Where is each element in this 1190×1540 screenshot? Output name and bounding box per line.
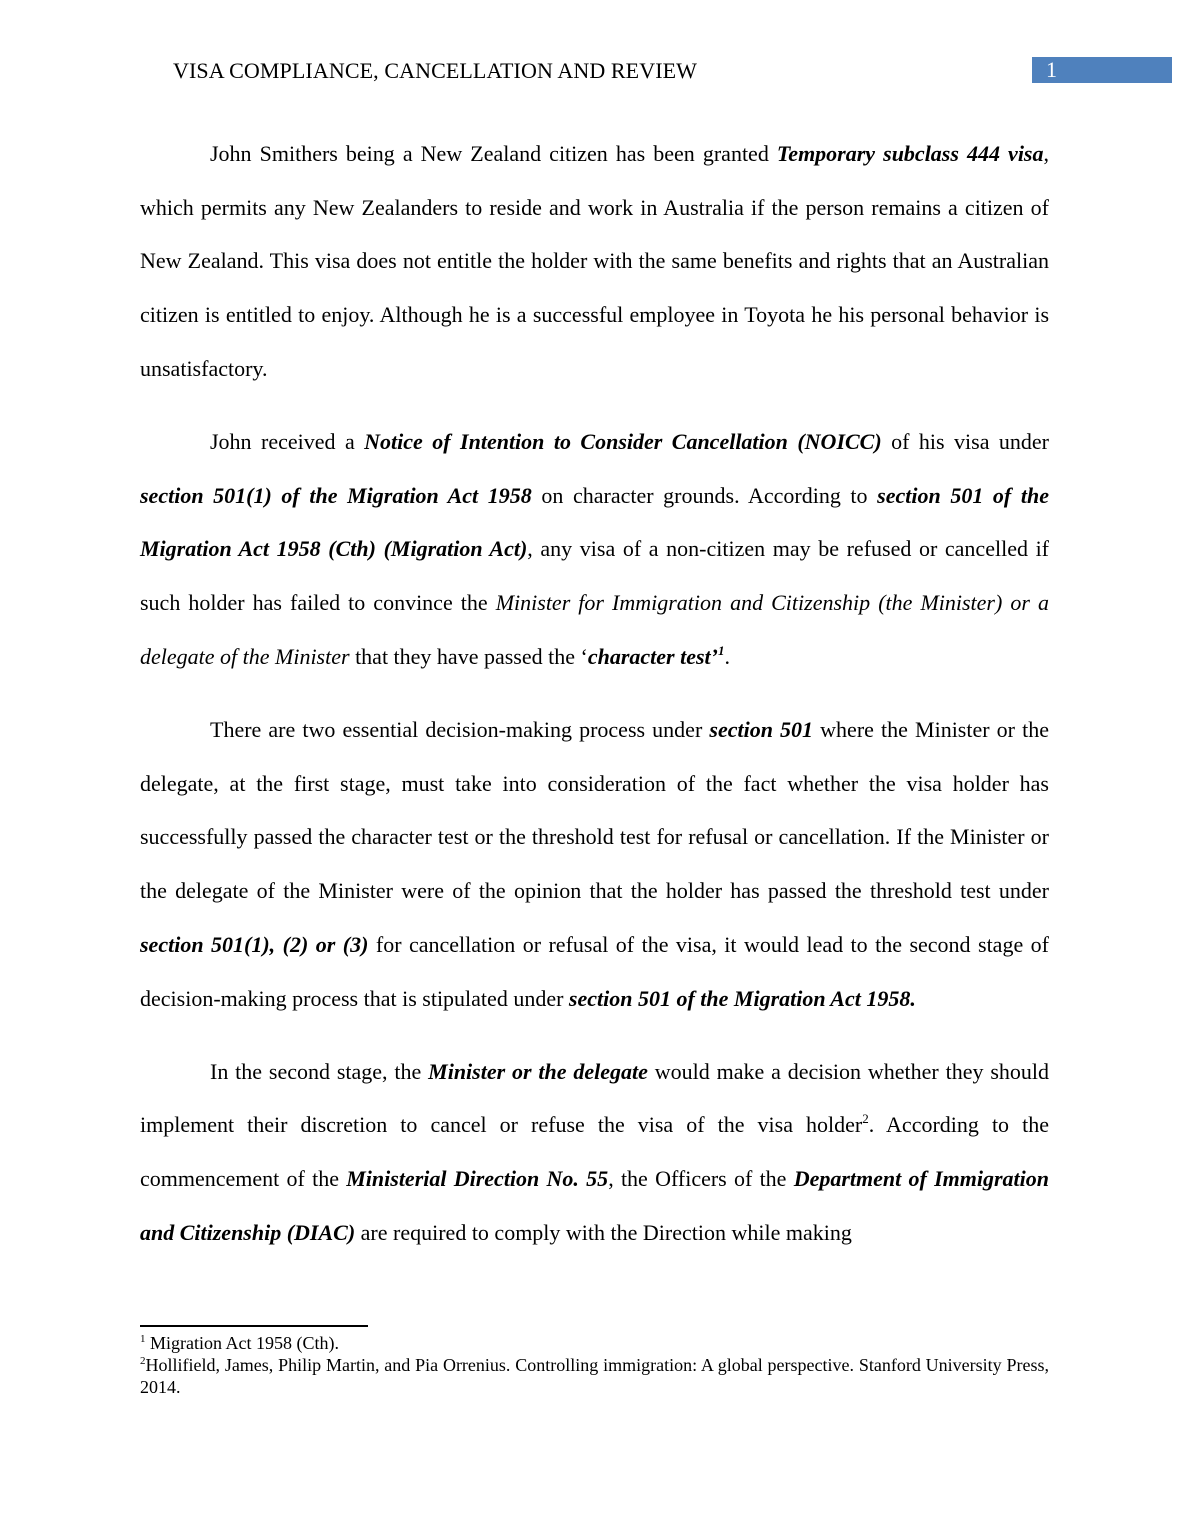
text-run: would make a decision whether they should implement their discretion to cancel or refuse the visa of the visa holder (140, 1058, 1050, 1138)
running-header-title: VISA COMPLIANCE, CANCELLATION AND REVIEW (173, 58, 698, 83)
body-paragraph (140, 127, 1049, 396)
emphasized-text: character test’ (587, 643, 718, 669)
footnote-marker: 2 (140, 1355, 146, 1367)
italic-text: Minister for Immigration and Citizenship (the Minister) or a delegate of the Minister (140, 590, 1049, 669)
text-run: . According to the commencement of the (140, 1112, 1049, 1192)
text-run: that they have passed the ‘ (349, 643, 588, 669)
text-run: There are two essential decision-making process under (210, 717, 710, 743)
text-run: , any visa of a non-citizen may be refused or cancelled if such holder has failed to convince the (140, 536, 1050, 616)
text-run: John Smithers being a New Zealand citizen has been granted (210, 141, 777, 166)
footnote-separator (140, 1325, 368, 1327)
text-run: , which permits any New Zealanders to reside and work in Australia if the person remains a citizen of New Zealand. This visa does not entitle the holder with the same benefits and rights that an Australian citizen is entitled to enjoy. Although he is a successful employee in Toyota he his personal behavior is unsatisfactory. (140, 141, 1049, 381)
footnote-marker: 1 (140, 1333, 146, 1345)
emphasized-text: section 501 of the Migration Act 1958 (Cth) (Migration Act) (140, 482, 1049, 562)
footnotes (140, 1332, 1049, 1398)
text-run: for cancellation or refusal of the visa, it would lead to the second stage of decision-making process that is stipulated under (140, 931, 1049, 1011)
text-run: where the Minister or the delegate, at the first stage, must take into consideration of the fact whether the visa holder has successfully passed the character test or the threshold test for refusal or cancellation. If the Minister or the delegate of the Minister were of the opinion that the holder has passed the threshold test under (140, 717, 1049, 904)
document-body (140, 127, 1049, 1279)
page-number: 1 (1046, 57, 1057, 82)
text-run: on character grounds. According to (531, 482, 878, 508)
emphasized-text: section 501 of the Migration Act 1958. (568, 985, 916, 1011)
footnote (140, 1354, 1049, 1398)
emphasized-text: Temporary subclass 444 visa (776, 141, 1044, 166)
footnote (140, 1332, 1049, 1354)
footnote-text: Migration Act 1958 (Cth). (145, 1333, 339, 1353)
footnote-reference: 2 (862, 1111, 869, 1127)
body-paragraph (140, 1045, 1049, 1260)
body-paragraph (140, 703, 1049, 1025)
page-number-badge (1032, 57, 1172, 83)
body-paragraph (140, 415, 1049, 684)
emphasized-text: Minister or the delegate (428, 1058, 648, 1084)
footnote-reference: 1 (717, 642, 725, 658)
emphasized-text: Notice of Intention to Consider Cancellation (NOICC) (364, 429, 882, 455)
text-run: , the Officers of the (608, 1166, 794, 1192)
text-run: In the second stage, the (210, 1058, 429, 1084)
text-run: of his visa under (881, 429, 1050, 455)
text-run: . (724, 643, 730, 669)
emphasized-text: Ministerial Direction No. 55 (346, 1166, 609, 1192)
emphasized-text: section 501 (709, 717, 814, 743)
text-run: are required to comply with the Direction while making (355, 1219, 852, 1245)
text-run: John received a (210, 429, 365, 455)
emphasized-text: section 501(1) of the Migration Act 1958 (140, 482, 532, 508)
emphasized-text: Department of Immigration and Citizenship (DIAC) (140, 1166, 1050, 1245)
footnote-text: Hollifield, James, Philip Martin, and Pia Orrenius. Controlling immigration: A global perspective. Stanford University Press, 2014. (140, 1355, 1049, 1397)
emphasized-text: section 501(1), (2) or (3) (140, 931, 369, 957)
